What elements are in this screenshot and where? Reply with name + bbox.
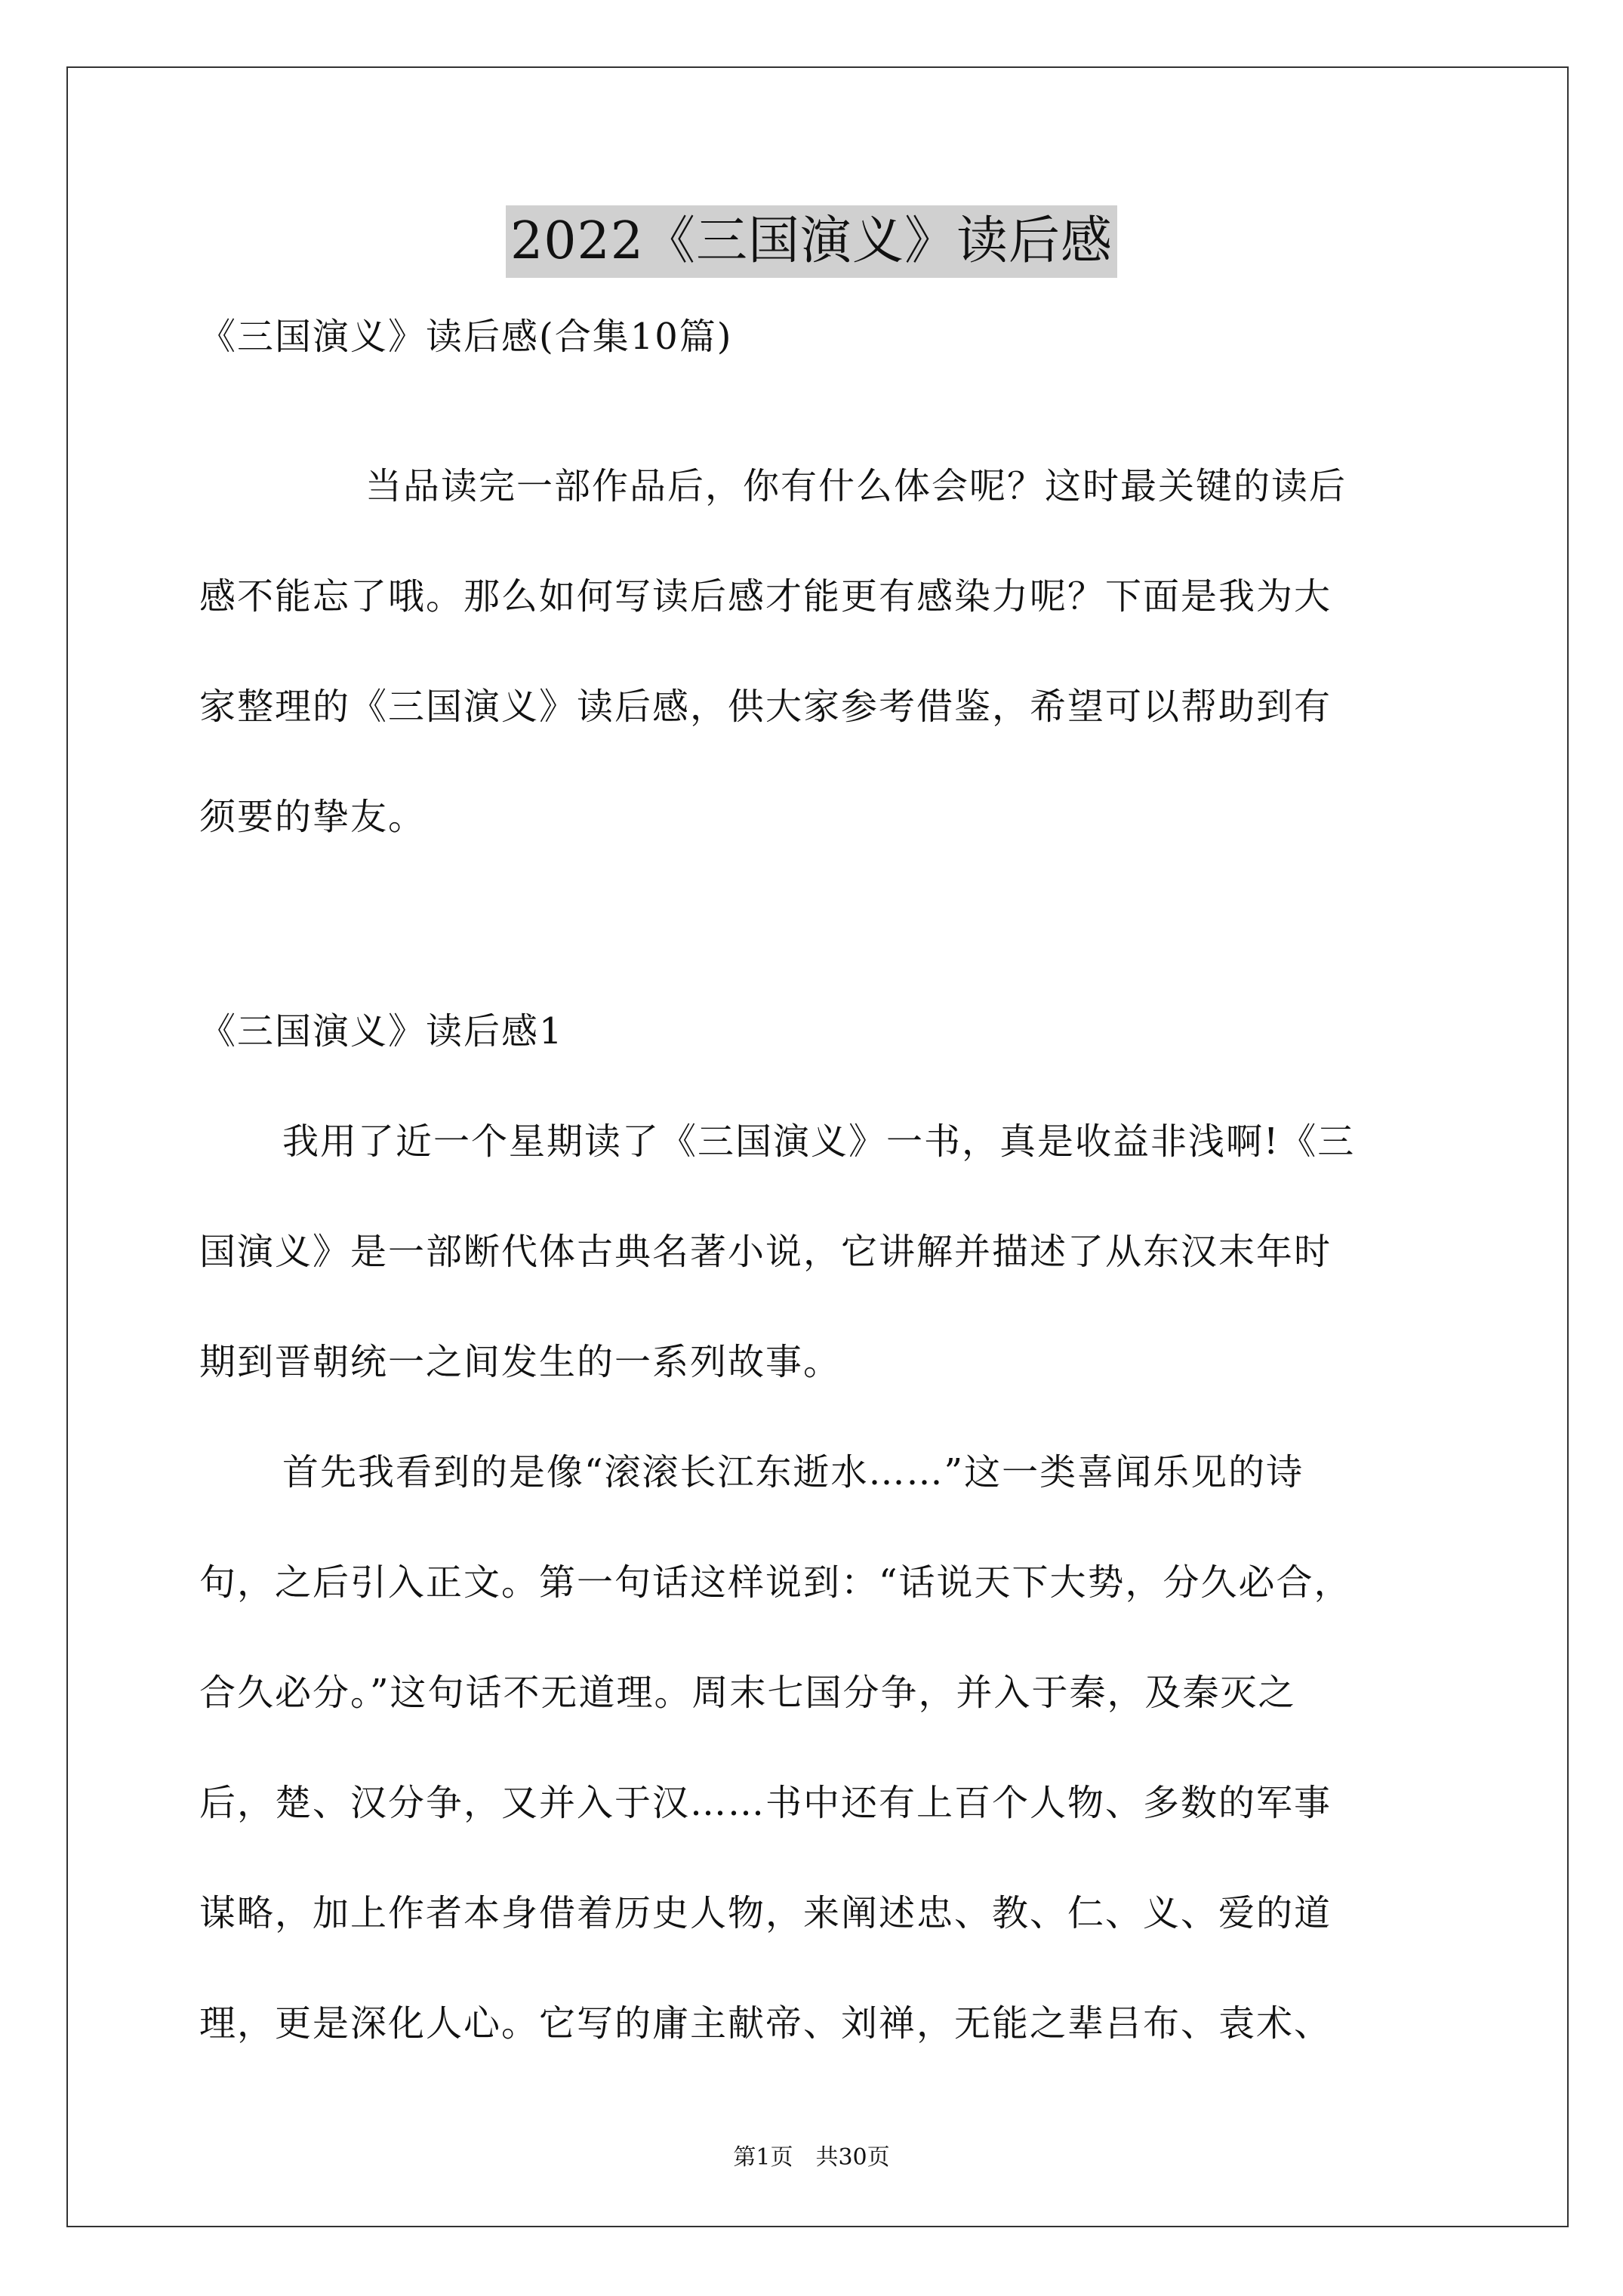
page-footer: 第1页 共30页 [733, 2144, 890, 2171]
subtitle: 《三国演义》读后感(合集10篇) [199, 316, 733, 358]
paragraph-line: 后，楚、汉分争，又并入于汉……书中还有上百个人物、多数的军事 [199, 1782, 1332, 1824]
intro-line: 家整理的《三国演义》读后感，供大家参考借鉴，希望可以帮助到有 [199, 686, 1332, 728]
title-container [0, 205, 1623, 278]
section-heading: 《三国演义》读后感1 [199, 1010, 564, 1052]
paragraph-line: 句，之后引入正文。第一句话这样说到：“话说天下大势，分久必合， [199, 1561, 1352, 1604]
intro-line: 感不能忘了哦。那么如何写读后感才能更有感染力呢？下面是我为大 [199, 575, 1332, 618]
document-title: 2022《三国演义》读后感 [506, 205, 1117, 278]
paragraph-line: 理，更是深化人心。它写的庸主献帝、刘禅，无能之辈吕布、袁术、 [199, 2002, 1332, 2045]
intro-line: 当品读完一部作品后，你有什么体会呢？这时最关键的读后 [365, 465, 1347, 507]
intro-line: 须要的挚友。 [199, 796, 427, 838]
paragraph-line: 我用了近一个星期读了《三国演义》一书，真是收益非浅啊!《三 [282, 1120, 1356, 1163]
paragraph-line: 期到晋朝统一之间发生的一系列故事。 [199, 1341, 842, 1383]
paragraph-line: 国演义》是一部断代体古典名著小说，它讲解并描述了从东汉末年时 [199, 1231, 1332, 1273]
paragraph-line: 合久必分。”这句话不无道理。周末七国分争，并入于秦，及秦灭之 [199, 1672, 1296, 1714]
paragraph-line: 首先我看到的是像“滚滚长江东逝水……”这一类喜闻乐见的诗 [282, 1451, 1304, 1493]
paragraph-line: 谋略，加上作者本身借着历史人物，来阐述忠、教、仁、义、爱的道 [199, 1892, 1332, 1934]
